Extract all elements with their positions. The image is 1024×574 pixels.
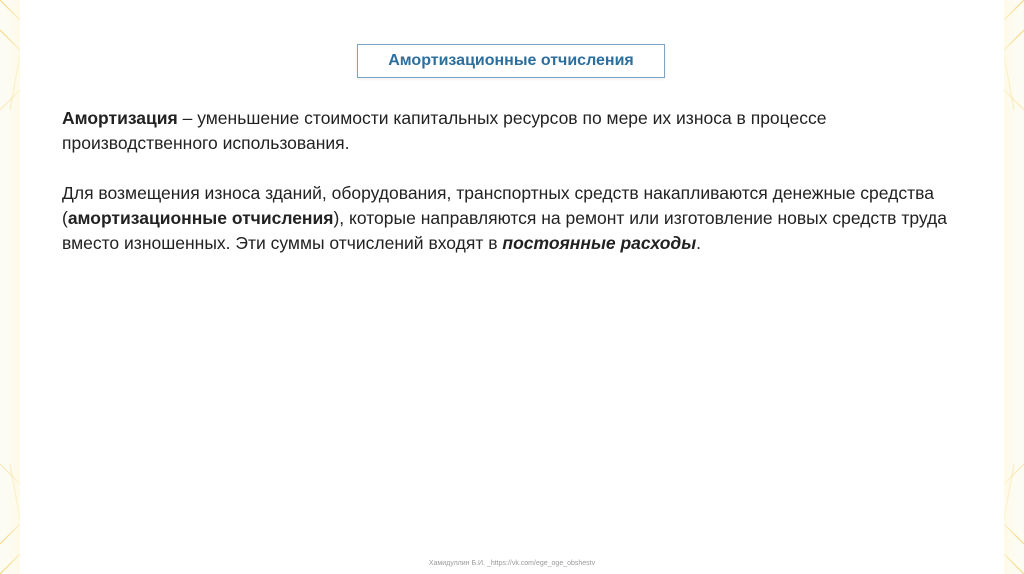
term-fixed-costs: постоянные расходы	[502, 233, 697, 253]
title-box	[357, 44, 665, 78]
explanation-part3: .	[696, 233, 702, 253]
slide-title: Амортизационные отчисления	[388, 52, 634, 69]
term-amortization: Амортизация	[62, 108, 178, 128]
definition-paragraph	[62, 106, 962, 156]
explanation-paragraph	[62, 181, 962, 256]
explanation-part2: ), которые направляются на ремонт или изготовление новых средств труда вместо изношенных. Эти суммы отчислений входят в	[62, 208, 948, 253]
explanation-part1: Для возмещения износа зданий, оборудования, транспортных средств накапливаются денежные средства (	[62, 183, 934, 228]
term-depreciation-charges: амортизационные отчисления	[67, 208, 334, 228]
slide-panel	[20, 0, 1004, 574]
definition-text: – уменьшение стоимости капитальных ресурсов по мере их износа в процессе производственного использования.	[62, 108, 827, 153]
slide-content	[62, 106, 962, 256]
footer-credit: Хамидуллин Б.И. _https://vk.com/ege_oge_obshestv	[428, 560, 596, 567]
